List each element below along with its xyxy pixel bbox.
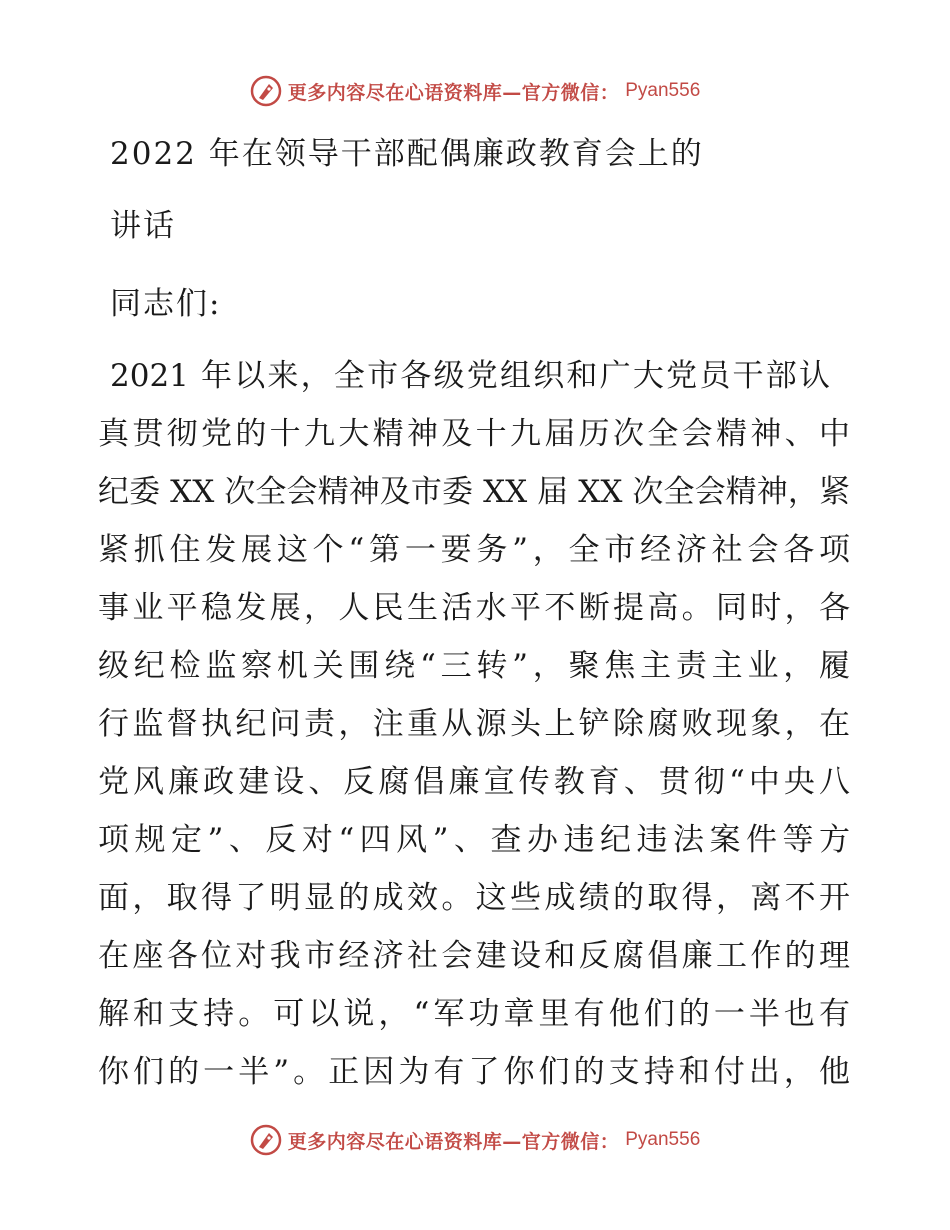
watermark-text: 更多内容尽在心语资料库—官方微信：: [287, 1130, 620, 1153]
document-title-line-2: 讲话: [110, 208, 176, 244]
body-line: 级纪检监察机关围绕“三转”，聚焦主责主业，履: [98, 648, 850, 684]
body-line: 党风廉政建设、反腐倡廉宣传教育、贯彻“中央八: [98, 764, 850, 800]
body-line: 你们的一半”。正因为有了你们的支持和付出，他: [98, 1054, 850, 1090]
watermark-wechat-id: Pyan556: [625, 1129, 701, 1150]
body-line: 解和支持。可以说，“军功章里有他们的一半也有: [98, 996, 850, 1032]
header-watermark: [0, 71, 950, 111]
pen-nib-logo-icon: [250, 75, 282, 107]
body-line: 纪委 XX 次全会精神及市委 XX 届 XX 次全会精神，紧: [98, 474, 850, 510]
body-line: 行监督执纪问责，注重从源头上铲除腐败现象，在: [98, 706, 850, 742]
body-line: 真贯彻党的十九大精神及十九届历次全会精神、中: [98, 416, 850, 452]
watermark-wechat-id: Pyan556: [625, 80, 701, 101]
body-line: 2021 年以来，全市各级党组织和广大党员干部认: [110, 358, 830, 394]
pen-nib-logo-icon: [250, 1124, 282, 1156]
body-line: 事业平稳发展，人民生活水平不断提高。同时，各: [98, 590, 850, 626]
footer-watermark: [0, 1120, 950, 1160]
document-title-line-1: 2022 年在领导干部配偶廉政教育会上的: [110, 136, 704, 172]
body-line: 在座各位对我市经济社会建设和反腐倡廉工作的理: [98, 938, 850, 974]
watermark-text: 更多内容尽在心语资料库—官方微信：: [287, 81, 620, 104]
body-line: 项规定”、反对“四风”、查办违纪违法案件等方: [98, 822, 850, 858]
body-line: 面，取得了明显的成效。这些成绩的取得，离不开: [98, 880, 850, 916]
salutation: 同志们:: [110, 286, 222, 322]
body-line: 紧抓住发展这个“第一要务”，全市经济社会各项: [98, 532, 850, 568]
